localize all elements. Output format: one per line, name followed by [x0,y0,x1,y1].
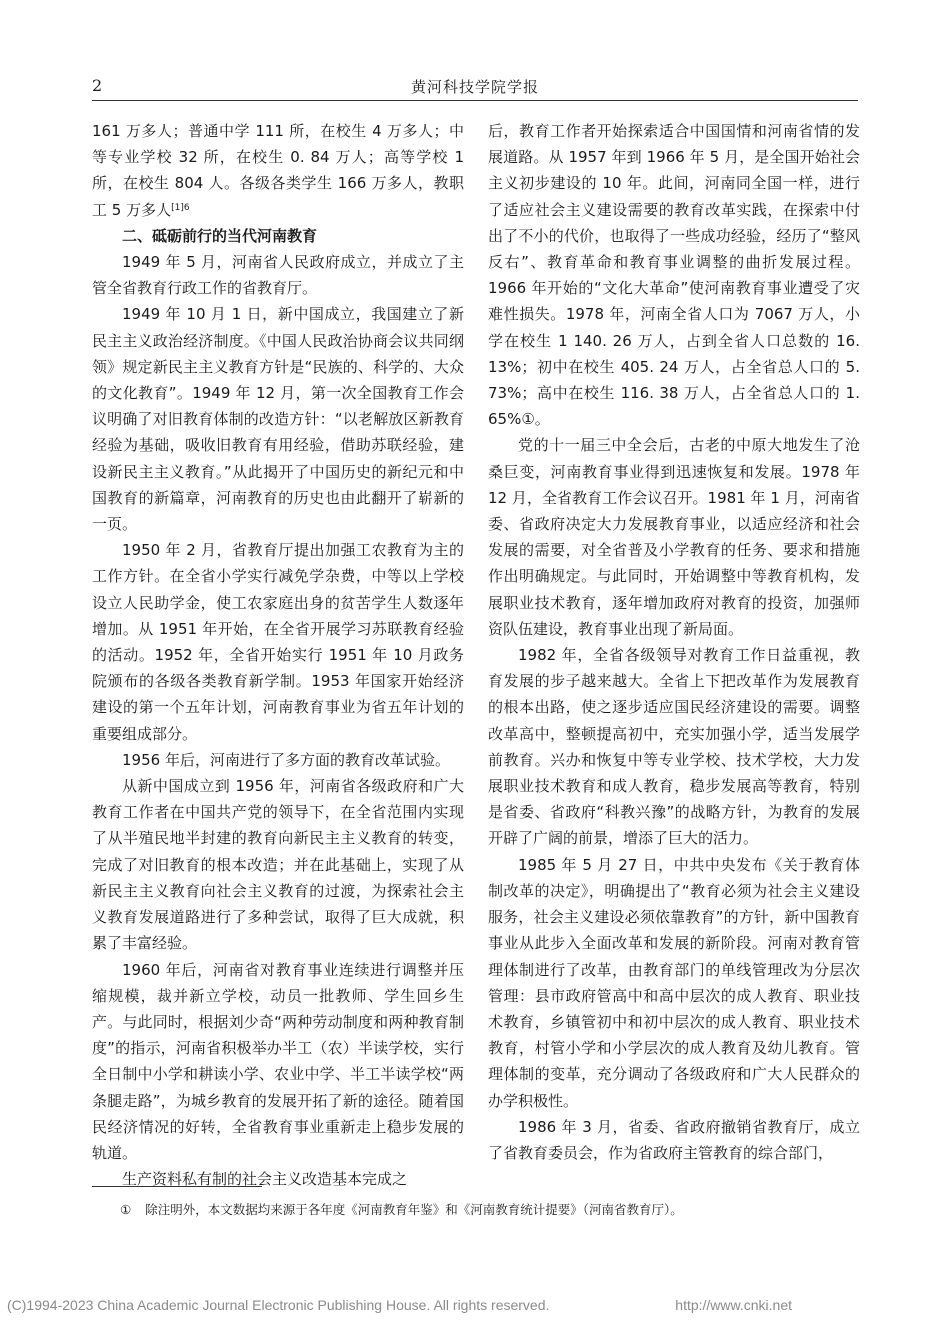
paragraph: 生产资料私有制的社会主义改造基本完成之 [122,1170,408,1189]
paragraph: 1949 年 10 月 1 日，新中国成立，我国建立了新民主主义政治经济制度。《中国人民政治协商会议共同纲领》规定新民主主义教育方针是“民族的、科学的、大众的文化教育”。1949 年 12 月，第一次全国教育工作会议明确了对旧教育体制的改造方针：“以老解放区新教育经验为基础，吸收旧教育有用经验，借助苏联经验，建设新民主主义教育。”从此揭开了中国历史的新纪元和中国教育的新篇章，河南教育的历史也由此翻开了崭新的一页。 [92,305,464,534]
paragraph: 从新中国成立到 1956 年，河南省各级政府和广大教育工作者在中国共产党的领导下，在全省范围内实现了从半殖民地半封建的教育向新民主主义教育的转变，完成了对旧教育的根本改造；并在此基础上，实现了从新民主主义教育向社会主义教育的过渡，为探索社会主义教育发展道路进行了多种尝试，取得了巨大成就，积累了丰富经验。 [92,777,464,953]
footnote-divider [92,1186,262,1187]
paragraph: 党的十一届三中全会后，古老的中原大地发生了沧桑巨变，河南教育事业得到迅速恢复和发展。1978 年 12 月，全省教育工作会议召开。1981 年 1 月，河南省委、省政府决定大力发展教育事业，以适应经济和社会发展的需要，对全省普及小学教育的任务、要求和措施作出明确规定。与此同时，开始调整中等教育机构，发展职业技术教育，逐年增加政府对教育的投资，加强师资队伍建设，教育事业出现了新局面。 [488,436,860,638]
footnote [120,1200,683,1218]
paragraph: 1982 年，全省各级领导对教育工作日益重视，教育发展的步子越来越大。全省上下把改革作为发展教育的根本出路，使之逐步适应国民经济建设的需要。调整改革高中，整顿提高初中，充实加强小学，适当发展学前教育。兴办和恢复中等专业学校、技术学校，大力发展职业技术教育和成人教育，稳步发展高等教育，特别是省委、省政府“科教兴豫”的战略方针，为教育的发展开辟了广阔的前景，增添了巨大的活力。 [488,646,860,848]
page-number: 2 [92,76,103,95]
website-link[interactable]: http://www.cnki.net [675,1297,792,1313]
journal-title: 黄河科技学院学报 [410,78,539,96]
right-column [488,118,860,1166]
paragraph-text: 161 万多人；普通中学 111 所，在校生 4 万多人；中等专业学校 32 所，在校生 0. 84 万人；高等学校 1 所，在校生 804 人。各级各类学生 166 万多人，教职工 5 万多人 [92,122,464,219]
copyright-notice: (C)1994-2023 China Academic Journal Electronic Publishing House. All rights reserved. [7,1297,550,1313]
running-head [92,76,858,101]
paragraph: 1985 年 5 月 27 日，中共中央发布《关于教育体制改革的决定》，明确提出了“教育必须为社会主义建设服务，社会主义建设必须依靠教育”的方针，新中国教育事业从此步入全面改革和发展的新阶段。河南对教育管理体制进行了改革，由教育部门的单线管理改为分层次管理：县市政府管高中和高中层次的成人教育、职业技术教育，乡镇管初中和初中层次的成人教育、职业技术教育，村管小学和小学层次的成人教育及幼儿教育。管理体制的变革，充分调动了各级政府和广大人民群众的办学积极性。 [488,855,860,1110]
paragraph: 1986 年 3 月，省委、省政府撤销省教育厅，成立了省教育委员会，作为省政府主管教育的综合部门， [488,1117,860,1162]
paragraph [488,118,860,432]
footnote-mark: ① [120,1202,132,1217]
paragraph-text: 后，教育工作者开始探索适合中国国情和河南省情的发展道路。从 1957 年到 1966 年 5 月，是全国开始社会主义初步建设的 10 年。此间，河南同全国一样，进行了适应社会主义建设需要的教育改革实践，在探索中付出了不小的代价，也取得了一些成功经验，经历了“整风反右”、教育革命和教育事业调整的曲折发展过程。1966 年开始的“文化大革命”使河南教育事业遭受了灾难性损失。1978 年，河南全省人口为 7067 万人，小学在校生 1 140. 26 万人，占到全省人口总数的 16. 13%；初中在校生 405. 24 万人，占全省总人口的 5. 73%；高中在校生 116. 38 万人，占全省总人口的 1. 65% [488,122,860,429]
paragraph: 1960 年后，河南省对教育事业连续进行调整并压缩规模，裁并新立学校，动员一批教师、学生回乡生产。与此同时，根据刘少奇“两种劳动制度和两种教育制度”的指示，河南省积极举办半工（农）半读学校，实行全日制中小学和耕读小学、农业中学、半工半读学校“两条腿走路”，为城乡教育的发展开拓了新的途径。随着国民经济情况的好转，全省教育事业重新走上稳步发展的轨道。 [92,960,464,1162]
section-heading: 二、砥砺前行的当代河南教育 [122,226,318,245]
paragraph: 1949 年 5 月，河南省人民政府成立，并成立了主管全省教育行政工作的省教育厅。 [92,253,464,298]
footnote-reference[interactable]: ① [521,410,535,429]
left-column [92,118,464,1192]
paragraph-end: 。 [534,410,550,429]
paragraph: 1950 年 2 月，省教育厅提出加强工农教育为主的工作方针。在全省小学实行减免学杂费，中等以上学校设立人民助学金，使工农家庭出身的贫苦学生人数逐年增加。从 1951 年开始，在全省开展学习苏联教育经验的活动。1952 年，全省开始实行 1951 年 10 月政务院颁布的各级各类教育新学制。1953 年国家开始经济建设的第一个五年计划，河南教育事业为省五年计划的重要组成部分。 [92,541,464,743]
paragraph [92,118,464,223]
footnote-text: 除注明外，本文数据均来源于各年度《河南教育年鉴》和《河南教育统计提要》（河南省教育厅）。 [145,1202,683,1217]
paragraph: 1956 年后，河南进行了多方面的教育改革试验。 [122,750,450,769]
citation: [1]6 [171,202,190,213]
